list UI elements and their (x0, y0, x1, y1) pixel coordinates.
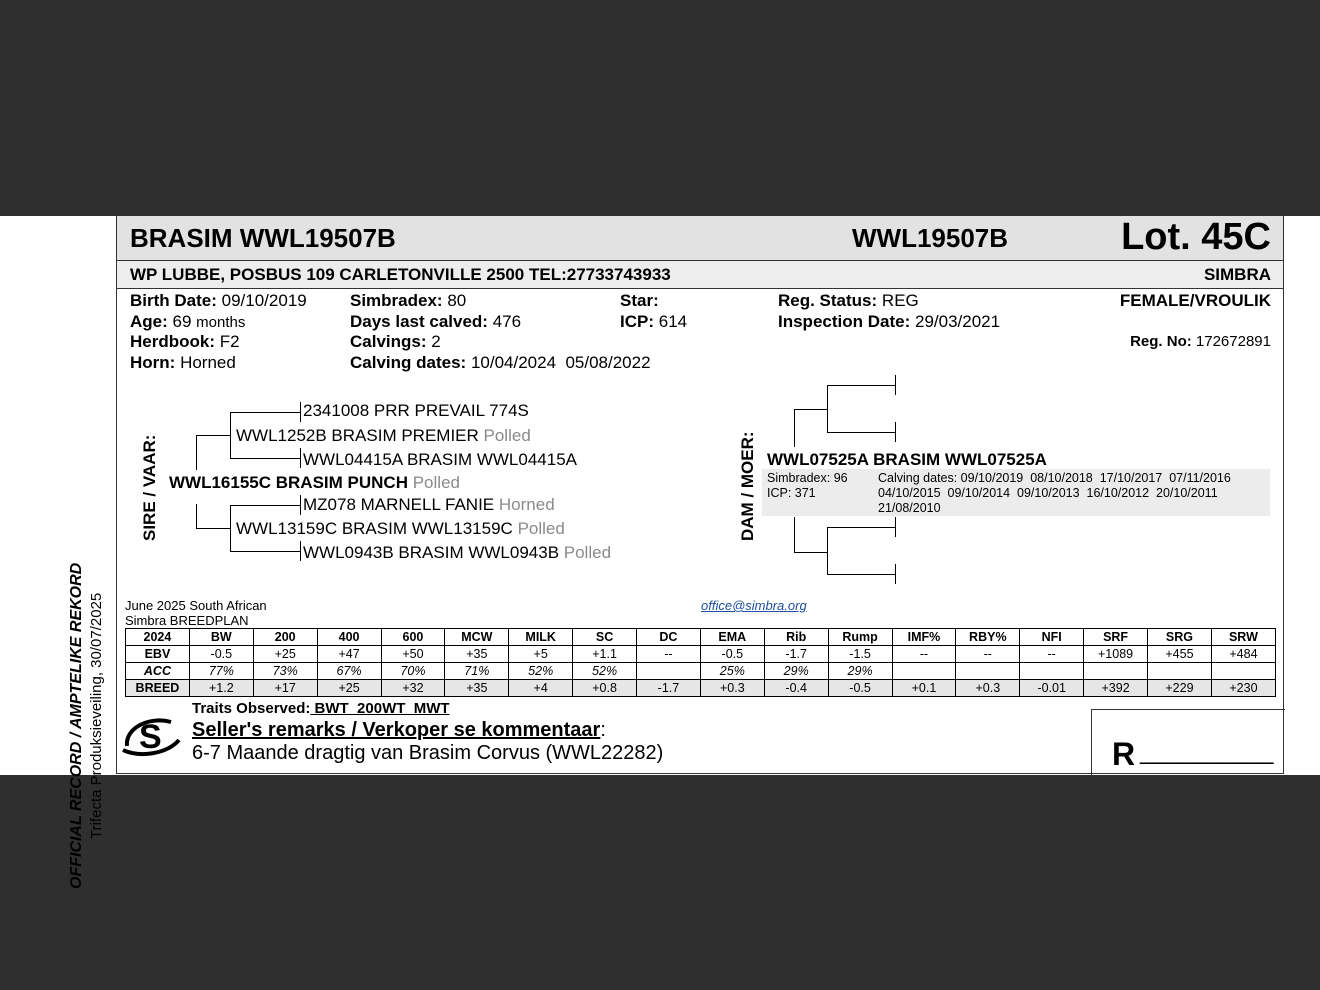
ebv-cell: -0.5 (189, 646, 253, 663)
sellers-remarks: 6-7 Maande dragtig van Brasim Corvus (WWL22282) (192, 742, 664, 764)
ebv-cell (956, 663, 1020, 680)
breedplan-line-2: Simbra BREEDPLAN (125, 613, 249, 628)
email-link[interactable]: office@simbra.org (701, 598, 807, 613)
ebv-cell: +47 (317, 646, 381, 663)
ebv-cell (1084, 663, 1148, 680)
dam-label: DAM / MOER: (738, 431, 757, 541)
dam-calving-line-3: 21/08/2010 (878, 501, 941, 515)
ebv-header-cell: 600 (381, 629, 445, 646)
ebv-cell: 70% (381, 663, 445, 680)
breedplan-line-1: June 2025 South African (125, 598, 267, 613)
ebv-header-cell: Rib (764, 629, 828, 646)
traits-observed: Traits Observed: BWT 200WT MWT (192, 700, 450, 717)
price-r-label: R (1112, 736, 1136, 772)
ebv-cell: +230 (1211, 680, 1275, 697)
ebv-cell: +0.1 (892, 680, 956, 697)
ebv-cell: -0.01 (1020, 680, 1084, 697)
ebv-cell: -1.7 (637, 680, 701, 697)
ebv-cell: +50 (381, 646, 445, 663)
animal-name: BRASIM WWL19507B (130, 223, 396, 253)
ebv-header-row (126, 629, 1276, 646)
ebv-cell (637, 663, 701, 680)
ebv-cell: +0.3 (956, 680, 1020, 697)
ebv-cell: -- (1020, 646, 1084, 663)
sellers-remarks-heading: Seller's remarks / Verkoper se kommentaar: (192, 719, 606, 741)
lot-number: Lot. 45C (1121, 216, 1271, 258)
ebv-cell: 29% (764, 663, 828, 680)
dam-calving-line-1: Calving dates: 09/10/2019 08/10/2018 17/10/2017 07/11/2016 (878, 471, 1231, 485)
breed-label: SIMBRA (1203, 265, 1271, 284)
dam-name: WWL07525A BRASIM WWL07525A (767, 450, 1047, 469)
reg-status: Reg. Status: REG (778, 291, 919, 310)
ebv-cell: -1.5 (828, 646, 892, 663)
ebv-cell (892, 663, 956, 680)
ebv-cell: +455 (1148, 646, 1212, 663)
herdbook: Herdbook: F2 (130, 332, 240, 351)
ebv-cell: 73% (253, 663, 317, 680)
sire-sire: WWL1252B BRASIM PREMIER Polled (236, 426, 531, 445)
dam-icp: ICP: 371 (767, 486, 816, 500)
dam-simbradex: Simbradex: 96 (767, 471, 848, 485)
ebv-header-cell: IMF% (892, 629, 956, 646)
ebv-header-cell: SC (573, 629, 637, 646)
ebv-header-cell: SRG (1148, 629, 1212, 646)
owner-bar (117, 261, 1283, 289)
ebv-cell: +0.8 (573, 680, 637, 697)
ebv-header-cell: Rump (828, 629, 892, 646)
sire-dam: WWL13159C BRASIM WWL13159C Polled (236, 519, 565, 538)
official-record-label: OFFICIAL RECORD / AMPTELIKE REKORD (68, 562, 85, 889)
sex-label: FEMALE/VROULIK (1119, 291, 1271, 310)
lot-card (116, 216, 1284, 774)
ebv-cell: +1.1 (573, 646, 637, 663)
ebv-cell: +35 (445, 646, 509, 663)
ebv-cell (1211, 663, 1275, 680)
ebv-cell: -0.4 (764, 680, 828, 697)
animal-id: WWL19507B (852, 223, 1009, 253)
ebv-header-cell: BW (189, 629, 253, 646)
star: Star: (620, 291, 659, 310)
sire-label: SIRE / VAAR: (140, 434, 159, 541)
calving-dates: Calving dates: 10/04/2024 05/08/2022 (350, 353, 651, 372)
ebv-cell: ACC (126, 663, 190, 680)
ebv-header-cell: 400 (317, 629, 381, 646)
ebv-row-acc (126, 663, 1276, 680)
icp: ICP: 614 (620, 312, 688, 331)
inspection-date: Inspection Date: 29/03/2021 (778, 312, 1001, 331)
ebv-header-cell: 200 (253, 629, 317, 646)
ebv-cell: +25 (317, 680, 381, 697)
ebv-cell: 52% (573, 663, 637, 680)
owner-details: WP LUBBE, POSBUS 109 CARLETONVILLE 2500 TEL:27733743933 (130, 265, 671, 284)
simbra-logo (119, 710, 183, 767)
birth-date: Birth Date: 09/10/2019 (130, 291, 307, 310)
ebv-cell: EBV (126, 646, 190, 663)
ebv-header-cell: DC (637, 629, 701, 646)
ebv-table (125, 628, 1276, 697)
simbradex: Simbradex: 80 (350, 291, 467, 310)
sire-sire-sire: 2341008 PRR PREVAIL 774S (303, 401, 529, 420)
ebv-cell: +4 (509, 680, 573, 697)
catalogue-page (0, 216, 1320, 889)
ebv-cell: +25 (253, 646, 317, 663)
ebv-cell: 52% (509, 663, 573, 680)
ebv-header-cell: SRF (1084, 629, 1148, 646)
ebv-cell: -- (637, 646, 701, 663)
ebv-cell: -- (956, 646, 1020, 663)
svg-text:S: S (139, 718, 162, 756)
age: Age: 69 months (130, 312, 246, 331)
ebv-cell: 67% (317, 663, 381, 680)
ebv-cell: +17 (253, 680, 317, 697)
ebv-header-cell: SRW (1211, 629, 1275, 646)
ebv-header-cell: MCW (445, 629, 509, 646)
ebv-header-cell: 2024 (126, 629, 190, 646)
reg-number: Reg. No: 172672891 (1130, 333, 1271, 350)
calvings: Calvings: 2 (350, 332, 441, 351)
sire-dam-sire: MZ078 MARNELL FANIE Horned (303, 495, 555, 514)
dam-details (762, 469, 1270, 516)
ebv-cell: -1.7 (764, 646, 828, 663)
ebv-cell: 71% (445, 663, 509, 680)
ebv-cell: BREED (126, 680, 190, 697)
ebv-cell: +35 (445, 680, 509, 697)
ebv-header-cell: EMA (700, 629, 764, 646)
sire-dam-dam: WWL0943B BRASIM WWL0943B Polled (303, 543, 612, 562)
ebv-header-cell: RBY% (956, 629, 1020, 646)
sire: WWL16155C BRASIM PUNCH Polled (169, 473, 460, 492)
horn-status: Horn: Horned (130, 353, 236, 372)
ebv-cell: 29% (828, 663, 892, 680)
ebv-cell: -0.5 (828, 680, 892, 697)
ebv-cell: +1.2 (189, 680, 253, 697)
sale-name-label: Trifecta Produksieveiling, 30/07/2025 (88, 592, 105, 839)
ebv-cell: +0.3 (700, 680, 764, 697)
ebv-header-cell: NFI (1020, 629, 1084, 646)
dam-calving-line-2: 04/10/2015 09/10/2014 09/10/2013 16/10/2012 20/10/2011 (878, 486, 1218, 500)
ebv-cell: +484 (1211, 646, 1275, 663)
ebv-cell: +32 (381, 680, 445, 697)
ebv-cell: +392 (1084, 680, 1148, 697)
title-bar (117, 216, 1283, 261)
ebv-cell: -0.5 (700, 646, 764, 663)
ebv-cell: 77% (189, 663, 253, 680)
ebv-cell: +5 (509, 646, 573, 663)
ebv-row-ebv (126, 646, 1276, 663)
days-last-calved: Days last calved: 476 (350, 312, 522, 331)
ebv-header-cell: MILK (509, 629, 573, 646)
ebv-cell (1148, 663, 1212, 680)
ebv-cell (1020, 663, 1084, 680)
price-blank-line: __________ (1140, 738, 1274, 765)
ebv-cell: -- (892, 646, 956, 663)
ebv-cell: 25% (700, 663, 764, 680)
ebv-row-breed (126, 680, 1276, 697)
ebv-cell: +1089 (1084, 646, 1148, 663)
ebv-cell: +229 (1148, 680, 1212, 697)
price-box (1091, 709, 1285, 775)
sire-sire-dam: WWL04415A BRASIM WWL04415A (303, 450, 578, 469)
